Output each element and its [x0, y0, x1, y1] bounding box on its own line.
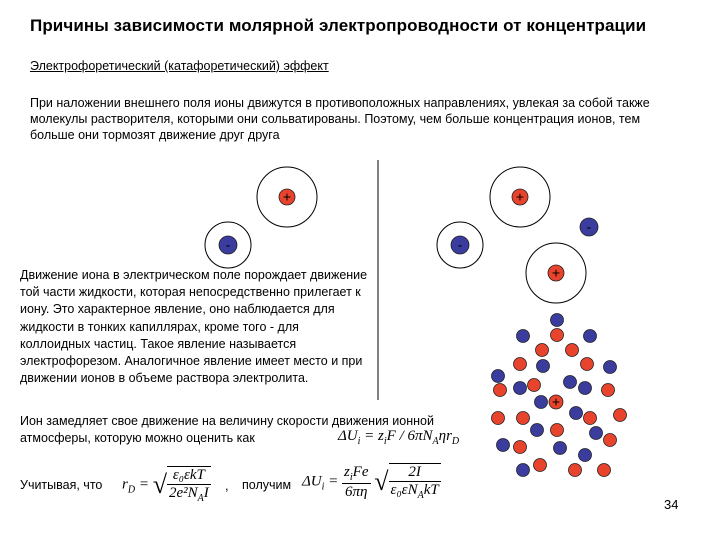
atmosphere-cation-2 — [566, 344, 579, 357]
given-label: Учитывая, что — [20, 478, 103, 492]
atmosphere-cation-17 — [492, 412, 505, 425]
atmosphere-cation-4 — [581, 358, 594, 371]
atmosphere-anion-2 — [584, 330, 597, 343]
atmosphere-anion-7 — [514, 382, 527, 395]
atmosphere-anion-5 — [492, 370, 505, 383]
section-subtitle: Электрофоретический (катафоретический) эффект — [30, 59, 329, 73]
atmosphere-cation-15 — [569, 464, 582, 477]
formula-result: $\Delta U_i$ = $\frac{z_iFe}{6\pi\eta}$ √ $\frac{2I}{\varepsilon_0\varepsilon N_AkT}$ — [302, 463, 439, 501]
atmosphere-cation-0 — [551, 329, 564, 342]
anion-solvated-left-sign: - — [225, 236, 231, 253]
atmosphere-anion-9 — [554, 442, 567, 455]
atmosphere-anion-16 — [517, 464, 530, 477]
atmosphere-anion-6 — [579, 382, 592, 395]
atmosphere-cation-6 — [528, 379, 541, 392]
atmosphere-anion-15 — [579, 449, 592, 462]
atmosphere-cation-3 — [514, 358, 527, 371]
page-title: Причины зависимости молярной электропроводности от концентрации — [30, 16, 647, 35]
result-label: получим — [242, 478, 292, 492]
atmosphere-anion-4 — [564, 376, 577, 389]
sqrt-sign: √ — [152, 470, 167, 499]
cation-solvated-lower-sign: + — [551, 264, 561, 281]
atmosphere-cation-12 — [551, 424, 564, 437]
atmosphere-cation-7 — [602, 384, 615, 397]
atmosphere-cation-16 — [598, 464, 611, 477]
atmosphere-anion-12 — [604, 361, 617, 374]
formula-velocity-lhs: ΔU — [338, 428, 358, 444]
sqrt-sign-2: √ — [374, 467, 389, 496]
atmosphere-anion-1 — [517, 330, 530, 343]
atmosphere-anion-14 — [570, 407, 583, 420]
cation-solvated-right-sign: + — [515, 188, 525, 205]
atmosphere-anion-13 — [531, 424, 544, 437]
atmosphere-cation-10 — [584, 412, 597, 425]
atmosphere-cation-13 — [604, 434, 617, 447]
ion-slowdown-paragraph: Ион замедляет свое движение на величину скорости движения ионной атмосферы, которую можно оценить как — [20, 414, 434, 445]
atmosphere-cation-8 — [517, 412, 530, 425]
ions-group — [205, 167, 627, 477]
central-ion-sign: + — [551, 393, 561, 410]
cation-solvated-left-sign: + — [282, 188, 292, 205]
atmosphere-cation-1 — [536, 344, 549, 357]
comma: , — [225, 478, 229, 493]
page-number: 34 — [664, 497, 679, 512]
anion-right-top-sign: - — [586, 218, 592, 235]
anion-solvated-right-sign: - — [457, 236, 463, 253]
formula-debye-radius: $r_D$ = √ $\frac{\text{ε₀εkT}}{2e^2N_AI}$ — [122, 467, 209, 504]
atmosphere-cation-11 — [514, 441, 527, 454]
atmosphere-anion-11 — [590, 427, 603, 440]
atmosphere-anion-3 — [537, 360, 550, 373]
atmosphere-anion-10 — [497, 439, 510, 452]
electrophoresis-paragraph: Движение иона в электрическом поле порождает движение той части жидкости, которая непосредственно прилегает к иону. Это характерное явление, оно наблюдается для жидкости в тонких капиллярах, кроме того - для коллоидных частиц. Такое явление называется электрофорезом. Аналогичное явление имеет место и при движении ионов в объеме раствора электролита. — [20, 268, 368, 386]
atmosphere-cation-14 — [534, 459, 547, 472]
atmosphere-cation-5 — [494, 384, 507, 397]
atmosphere-anion-0 — [551, 314, 564, 327]
atmosphere-anion-8 — [535, 396, 548, 409]
intro-paragraph: При наложении внешнего поля ионы движутся в противоположных направлениях, увлекая за собой также молекулы растворителя, которыми они сольватированы. Поэтому, чем больше концентрация ионов, тем больше они тормозят движение друг друга — [30, 96, 650, 142]
atmosphere-cation-18 — [614, 409, 627, 422]
formula-velocity: $\Delta U_i = z_iF / 6\pi N_A\eta r_D$ — [338, 428, 460, 447]
